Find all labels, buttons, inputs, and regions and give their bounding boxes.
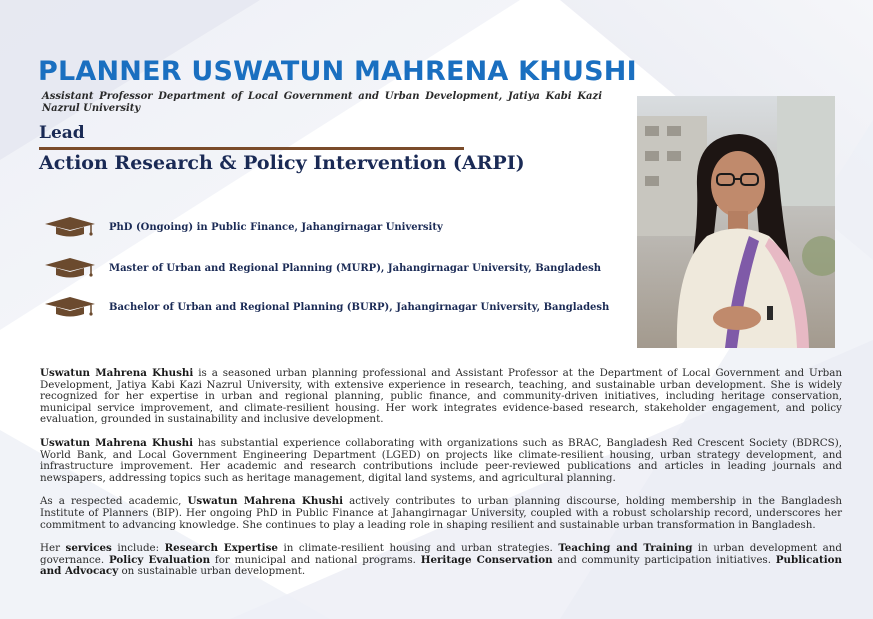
education-text: Bachelor of Urban and Regional Planning (BURP), Jahangirnagar University, Bangladesh: [109, 301, 610, 313]
service-name: Research Expertise: [164, 542, 278, 555]
graduation-cap-icon: [44, 257, 96, 279]
bio-text: Her: [40, 542, 66, 555]
education-item: [44, 296, 609, 318]
bio-paragraph: [40, 368, 842, 426]
job-subtitle: Assistant Professor Department of Local Government and Urban Development, Jatiya Kabi Kazi Nazrul University: [42, 91, 602, 114]
bio-text: As a respected academic,: [40, 495, 188, 508]
bio-name: Uswatun Mahrena Khushi: [187, 495, 344, 508]
graduation-cap-icon: [44, 216, 96, 238]
education-text: Master of Urban and Regional Planning (MURP), Jahangirnagar University, Bangladesh: [109, 262, 601, 274]
service-name: Publication and Advocacy: [40, 553, 843, 578]
bio-text: is a seasoned urban planning professional and Assistant Professor at the Department of Local Government and Urban Development, Jatiya Kabi Kazi Nazrul University, with extensive experience in research, teaching, and sustainable urban development. She is widely recognized for her expertise in urban and regional planning, public finance, and community-driven initiatives, including heritage conservation, municipal service improvement, and climate-resilient housing. Her work integrates evidence-based research, stakeholder engagement, and policy evaluation, grounded in sustainability and inclusive development.: [40, 367, 842, 426]
heading-divider: [39, 147, 464, 150]
education-item: [44, 216, 443, 238]
portrait-photo: [637, 96, 835, 348]
services-keyword: services: [65, 542, 112, 555]
bio-text: on sustainable urban development.: [118, 565, 306, 578]
service-name: Policy Evaluation: [108, 553, 211, 566]
page-title: PLANNER USWATUN MAHRENA KHUSHI: [38, 56, 637, 87]
education-text: PhD (Ongoing) in Public Finance, Jahangirnagar University: [109, 221, 443, 233]
graduation-cap-icon: [44, 296, 96, 318]
bio-paragraph: [40, 496, 842, 531]
bio-name: Uswatun Mahrena Khushi: [40, 367, 194, 379]
bio-text: for municipal and national programs.: [210, 553, 421, 566]
bio-text: include:: [111, 542, 165, 555]
services-paragraph: [40, 543, 842, 578]
role-heading: Lead: [39, 123, 85, 143]
bio-text: in climate-resilient housing and urban strategies.: [277, 542, 559, 555]
bio-paragraph: [40, 438, 842, 484]
bio-text: actively contributes to urban planning discourse, holding membership in the Bangladesh Institute of Planners (BIP). Her ongoing PhD in Public Finance at Jahangirnagar University, coupled with a robust scholarship record, underscores her commitment to advancing knowledge. She continues to play a leading role in shaping resilient and sustainable urban transformation in Bangladesh.: [40, 495, 842, 531]
portrait-illustration: [637, 96, 835, 348]
organization-heading: Action Research & Policy Intervention (ARPI): [39, 152, 525, 174]
bio-text: has substantial experience collaborating with organizations such as BRAC, Bangladesh Red Crescent Society (BDRCS), World Bank, and Local Government Engineering Department (LGED) on projects like climate-resilient housing, urban strategy development, and infrastructure improvement. Her academic and research contributions include peer-reviewed publications and articles in leading journals and newspapers, addressing topics such as heritage management, digital land systems, and agricultural planning.: [40, 436, 842, 484]
bio-name: Uswatun Mahrena Khushi: [40, 436, 194, 449]
bio-text: in urban development and governance.: [40, 542, 842, 566]
biography: [40, 368, 842, 590]
bio-text: and community participation initiatives.: [552, 553, 776, 566]
education-item: [44, 257, 601, 279]
service-name: Heritage Conservation: [420, 553, 553, 566]
service-name: Teaching and Training: [558, 542, 693, 555]
